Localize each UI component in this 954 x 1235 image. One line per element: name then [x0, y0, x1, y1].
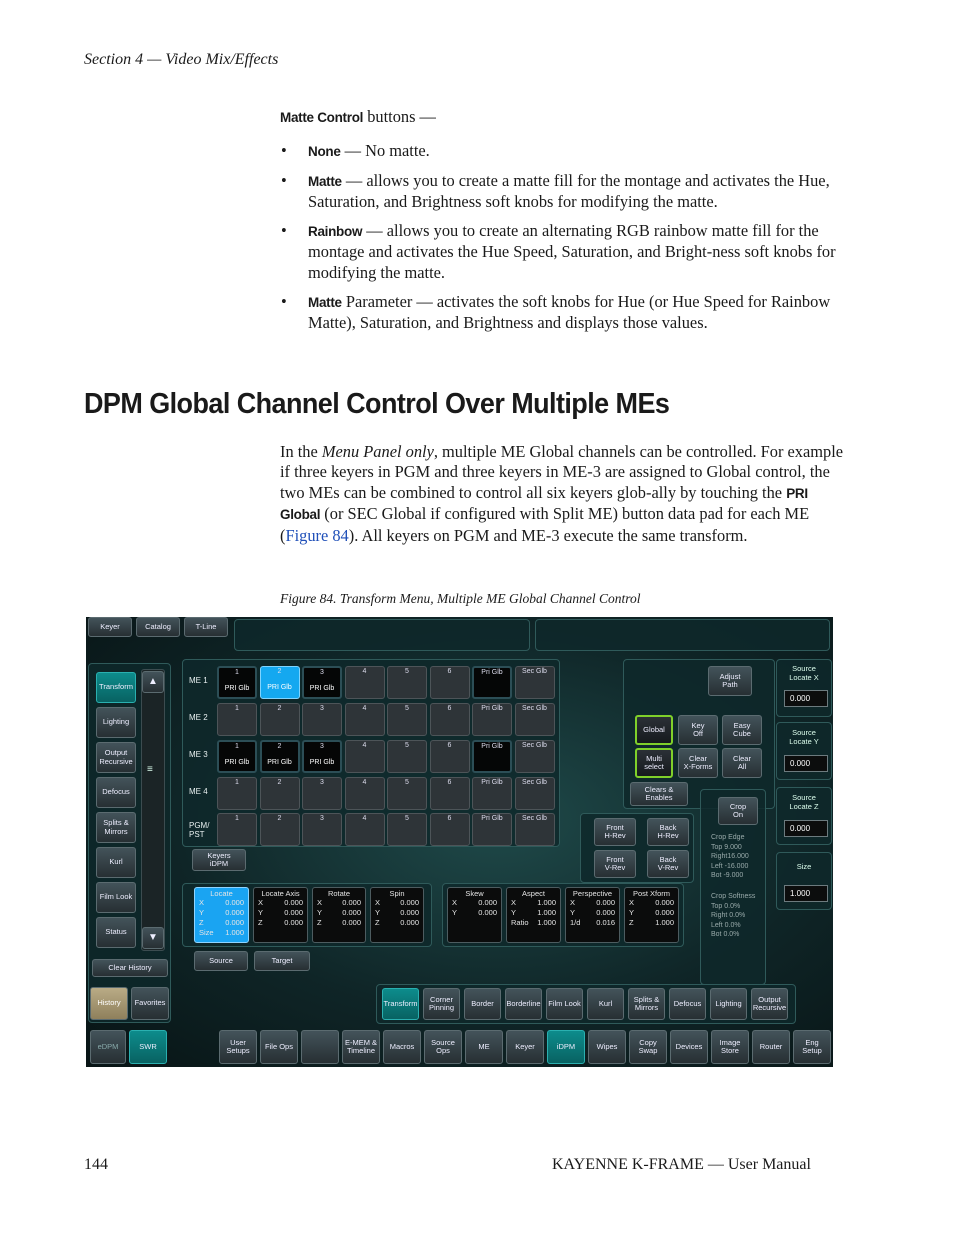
- history-tab[interactable]: History: [90, 987, 128, 1020]
- me-channel-button[interactable]: Pri Glb: [472, 703, 512, 736]
- page-number: 144: [84, 1156, 108, 1173]
- crop-on-button[interactable]: Crop On: [718, 797, 758, 825]
- section-header: Section 4 — Video Mix/Effects: [84, 51, 279, 68]
- me-channel-button[interactable]: 2 PRI Glb: [260, 740, 300, 773]
- matte-control-label: Matte Control: [280, 110, 364, 125]
- effect-tab[interactable]: Borderline: [505, 988, 542, 1020]
- me-channel-button[interactable]: 6: [430, 666, 470, 699]
- source-button[interactable]: Source: [194, 951, 248, 971]
- title-area-left: [234, 619, 530, 651]
- nav-button[interactable]: User Setups: [219, 1030, 257, 1064]
- effect-tab[interactable]: Border: [464, 988, 501, 1020]
- back-hrev-button[interactable]: Back H-Rev: [647, 818, 689, 846]
- me-channel-button[interactable]: 3 PRI Glb: [302, 740, 342, 773]
- effect-tab[interactable]: Output Recursive: [751, 988, 788, 1020]
- me-channel-button[interactable]: Pri Glb: [472, 813, 512, 846]
- adjust-path-button[interactable]: Adjust Path: [708, 666, 752, 696]
- crop-softness-values: Crop Softness Top 0.0% Right 0.0% Left 0.0% Bot 0.0%: [711, 893, 756, 938]
- bullet-text: — allows you to create a matte fill for the montage and activates the Hue, Saturation, and Brightness soft knobs for modifying the matte.: [308, 171, 830, 212]
- me-channel-button[interactable]: 6: [430, 777, 470, 810]
- param-display-rotate[interactable]: Rotate X 0.000 Y 0.000 Z 0.000: [312, 887, 366, 943]
- footer-title: KAYENNE K-FRAME — User Manual: [552, 1156, 811, 1173]
- bullet-matte-parameter: • Matte Parameter — activates the soft knobs for Hue (or Hue Speed for Rainbow Matte), Saturation, and Brightness and displays those values.: [281, 292, 831, 333]
- clears-enables-button[interactable]: Clears & Enables: [630, 782, 688, 806]
- front-vrev-button[interactable]: Front V-Rev: [594, 850, 636, 878]
- history-item-lighting[interactable]: Lighting: [96, 707, 136, 738]
- bullet-term: Rainbow: [308, 224, 363, 239]
- param-display-post-xform[interactable]: Post Xform X 0.000 Y 0.000 Z 1.000: [624, 887, 679, 943]
- bullet-text: — No matte.: [340, 141, 430, 160]
- me-channel-button[interactable]: 4: [345, 666, 385, 699]
- me-channel-button[interactable]: 2: [260, 813, 300, 846]
- history-item-transform[interactable]: Transform: [96, 672, 136, 703]
- scroll-grip-icon[interactable]: ≡: [147, 764, 153, 775]
- history-item-splits-mirrors[interactable]: Splits & Mirrors: [96, 812, 136, 843]
- me-row-label: ME 3: [189, 750, 208, 759]
- param-display-locate[interactable]: Locate X 0.000 Y 0.000 Z 0.000 Size 1.000: [194, 887, 249, 943]
- nav-button[interactable]: ME: [465, 1030, 503, 1064]
- source-locate-z-value[interactable]: 0.000: [784, 820, 828, 837]
- param-display-spin[interactable]: Spin X 0.000 Y 0.000 Z 0.000: [370, 887, 424, 943]
- clear-all-button[interactable]: Clear All: [722, 748, 762, 778]
- nav-button[interactable]: Eng Setup: [793, 1030, 831, 1064]
- me-channel-button[interactable]: 6: [430, 813, 470, 846]
- me-channel-button[interactable]: 4: [345, 703, 385, 736]
- bullet-term: None: [308, 144, 341, 159]
- me-channel-button[interactable]: 2 PRI Glb: [260, 666, 300, 699]
- nav-button[interactable]: [301, 1030, 339, 1064]
- nav-button[interactable]: E-MEM & Timeline: [342, 1030, 380, 1064]
- me-channel-button[interactable]: 3 PRI Glb: [302, 666, 342, 699]
- multi-select-button[interactable]: Multi select: [635, 748, 673, 778]
- me-channel-button[interactable]: Sec Glb: [515, 666, 555, 699]
- me-channel-button[interactable]: Pri Glb: [472, 777, 512, 810]
- favorites-tab[interactable]: Favorites: [131, 987, 169, 1020]
- tab-tline[interactable]: T-Line: [184, 617, 228, 637]
- me-channel-button[interactable]: 2: [260, 703, 300, 736]
- front-hrev-button[interactable]: Front H-Rev: [594, 818, 636, 846]
- matte-control-intro: [280, 107, 845, 128]
- easy-cube-button[interactable]: Easy Cube: [722, 715, 762, 745]
- effect-tab[interactable]: Transform: [382, 988, 419, 1020]
- effect-tab[interactable]: Film Look: [546, 988, 583, 1020]
- me-channel-button[interactable]: Sec Glb: [515, 703, 555, 736]
- me-channel-button[interactable]: 5: [387, 666, 427, 699]
- section-heading: DPM Global Channel Control Over Multiple MEs: [84, 388, 670, 420]
- nav-button[interactable]: Source Ops: [424, 1030, 462, 1064]
- me-row-label: PGM/ PST: [189, 821, 210, 839]
- scroll-up-icon[interactable]: ▲: [142, 671, 164, 693]
- scroll-down-icon[interactable]: ▼: [142, 927, 164, 949]
- me-channel-button[interactable]: 5: [387, 813, 427, 846]
- global-button[interactable]: Global: [635, 715, 673, 745]
- me-channel-button[interactable]: 3: [302, 703, 342, 736]
- me-channel-button[interactable]: 4: [345, 813, 385, 846]
- effect-tab[interactable]: Corner Pinning: [423, 988, 460, 1020]
- me-channel-button[interactable]: 1: [217, 813, 257, 846]
- bullet-term: Matte: [308, 295, 342, 310]
- me-channel-button[interactable]: 3: [302, 813, 342, 846]
- param-display-skew[interactable]: Skew X 0.000 Y 0.000: [447, 887, 502, 943]
- clear-xforms-button[interactable]: Clear X-Forms: [678, 748, 718, 778]
- size-label: Size: [796, 862, 812, 871]
- bullet-text: Parameter — activates the soft knobs for Hue (or Hue Speed for Rainbow Matte), Saturation, and Brightness and displays those values.: [308, 292, 831, 333]
- source-locate-y-value[interactable]: 0.000: [784, 755, 828, 772]
- tab-catalog[interactable]: Catalog: [136, 617, 180, 637]
- history-item-kurl[interactable]: Kurl: [96, 847, 136, 878]
- target-button[interactable]: Target: [254, 951, 310, 971]
- title-area-right: [535, 619, 830, 651]
- me-channel-button[interactable]: Sec Glb: [515, 740, 555, 773]
- me-channel-button[interactable]: 1: [217, 703, 257, 736]
- edpm-button[interactable]: eDPM: [90, 1030, 126, 1064]
- back-vrev-button[interactable]: Back V-Rev: [647, 850, 689, 878]
- swr-button[interactable]: SWR: [129, 1030, 167, 1064]
- source-locate-x-label: Source Locate X: [789, 664, 819, 682]
- intro-rest: buttons —: [363, 107, 436, 126]
- history-scrollbar[interactable]: [141, 669, 165, 951]
- me-channel-button[interactable]: 6: [430, 703, 470, 736]
- effect-tab[interactable]: Splits & Mirrors: [628, 988, 665, 1020]
- me-channel-button[interactable]: Sec Glb: [515, 777, 555, 810]
- param-display-aspect[interactable]: Aspect X 1.000 Y 1.000 Ratio 1.000: [506, 887, 561, 943]
- transform-menu-screenshot: [86, 617, 833, 1067]
- bullet-rainbow: • Rainbow — allows you to create an alternating RGB rainbow matte fill for the montage and activates the Hue Speed, Saturation, and Bright-ness soft knobs for modifying the matte.: [281, 221, 836, 282]
- me-channel-button[interactable]: 5: [387, 740, 427, 773]
- me-channel-button[interactable]: 2: [260, 777, 300, 810]
- me-channel-button[interactable]: 4: [345, 740, 385, 773]
- bullet-none: • None — No matte.: [281, 141, 430, 160]
- me-channel-button[interactable]: Sec Glb: [515, 813, 555, 846]
- param-display-perspective[interactable]: Perspective X 0.000 Y 0.000 1/d 0.016: [565, 887, 620, 943]
- me-channel-button[interactable]: 1 PRI Glb: [217, 666, 257, 699]
- crop-edge-values: Crop Edge Top 9.000 Right16.000 Left -16.000 Bot -9.000: [711, 834, 749, 879]
- bullet-matte: • Matte — allows you to create a matte fill for the montage and activates the Hue, Saturation, and Brightness soft knobs for modifying the matte.: [281, 171, 830, 212]
- key-off-button[interactable]: Key Off: [678, 715, 718, 745]
- source-locate-y-label: Source Locate Y: [789, 728, 819, 746]
- me-channel-button[interactable]: 1: [217, 777, 257, 810]
- tab-keyer[interactable]: Keyer: [88, 617, 132, 637]
- me-row-label: ME 1: [189, 676, 208, 685]
- nav-button[interactable]: Copy Swap: [629, 1030, 667, 1064]
- clear-history-button[interactable]: Clear History: [92, 959, 168, 977]
- history-item-status[interactable]: Status: [96, 917, 136, 948]
- history-item-output-recursive[interactable]: Output Recursive: [96, 742, 136, 773]
- me-channel-button[interactable]: 3: [302, 777, 342, 810]
- me-channel-button[interactable]: Pri Glb: [472, 740, 512, 773]
- figure-link[interactable]: Figure 84: [285, 525, 349, 545]
- me-channel-button[interactable]: 5: [387, 777, 427, 810]
- effect-tab[interactable]: Kurl: [587, 988, 624, 1020]
- source-locate-x-value[interactable]: 0.000: [784, 690, 828, 707]
- nav-button[interactable]: iDPM: [547, 1030, 585, 1064]
- nav-button[interactable]: Router: [752, 1030, 790, 1064]
- history-item-defocus[interactable]: Defocus: [96, 777, 136, 808]
- effect-tab[interactable]: Lighting: [710, 988, 747, 1020]
- param-display-locate-axis[interactable]: Locate Axis X 0.000 Y 0.000 Z 0.000: [253, 887, 308, 943]
- figure-caption: Figure 84. Transform Menu, Multiple ME Global Channel Control: [280, 591, 641, 606]
- effect-tab[interactable]: Defocus: [669, 988, 706, 1020]
- nav-button[interactable]: Devices: [670, 1030, 708, 1064]
- me-channel-button[interactable]: 1 PRI Glb: [217, 740, 257, 773]
- keyers-idpm-button[interactable]: Keyers iDPM: [192, 849, 246, 871]
- me-channel-button[interactable]: 4: [345, 777, 385, 810]
- nav-button[interactable]: Macros: [383, 1030, 421, 1064]
- me-channel-button[interactable]: 6: [430, 740, 470, 773]
- me-channel-button[interactable]: Pri Glb: [472, 666, 512, 699]
- history-item-film-look[interactable]: Film Look: [96, 882, 136, 913]
- bullet-text: — allows you to create an alternating RGB rainbow matte fill for the montage and activates the Hue Speed, Saturation, and Bright-ness soft knobs for modifying the matte.: [308, 221, 836, 282]
- bullet-term: Matte: [308, 174, 342, 189]
- size-value[interactable]: 1.000: [784, 885, 828, 902]
- dpm-paragraph: In the Menu Panel only, multiple ME Global channels can be controlled. For example if three keyers in PGM and three keyers in ME-3 are assigned to Global control, the two MEs can be combined to control all six keyers glob-ally by touching the PRI Global (or SEC Global if configured with Split ME) button data pad for each ME (Figure 84). All keyers on PGM and ME-3 execute the same transform.: [280, 442, 844, 545]
- nav-button[interactable]: File Ops: [260, 1030, 298, 1064]
- me-row-label: ME 4: [189, 787, 208, 796]
- nav-button[interactable]: Wipes: [588, 1030, 626, 1064]
- source-locate-z-label: Source Locate Z: [789, 793, 819, 811]
- me-row-label: ME 2: [189, 713, 208, 722]
- nav-button[interactable]: Image Store: [711, 1030, 749, 1064]
- nav-button[interactable]: Keyer: [506, 1030, 544, 1064]
- me-channel-button[interactable]: 5: [387, 703, 427, 736]
